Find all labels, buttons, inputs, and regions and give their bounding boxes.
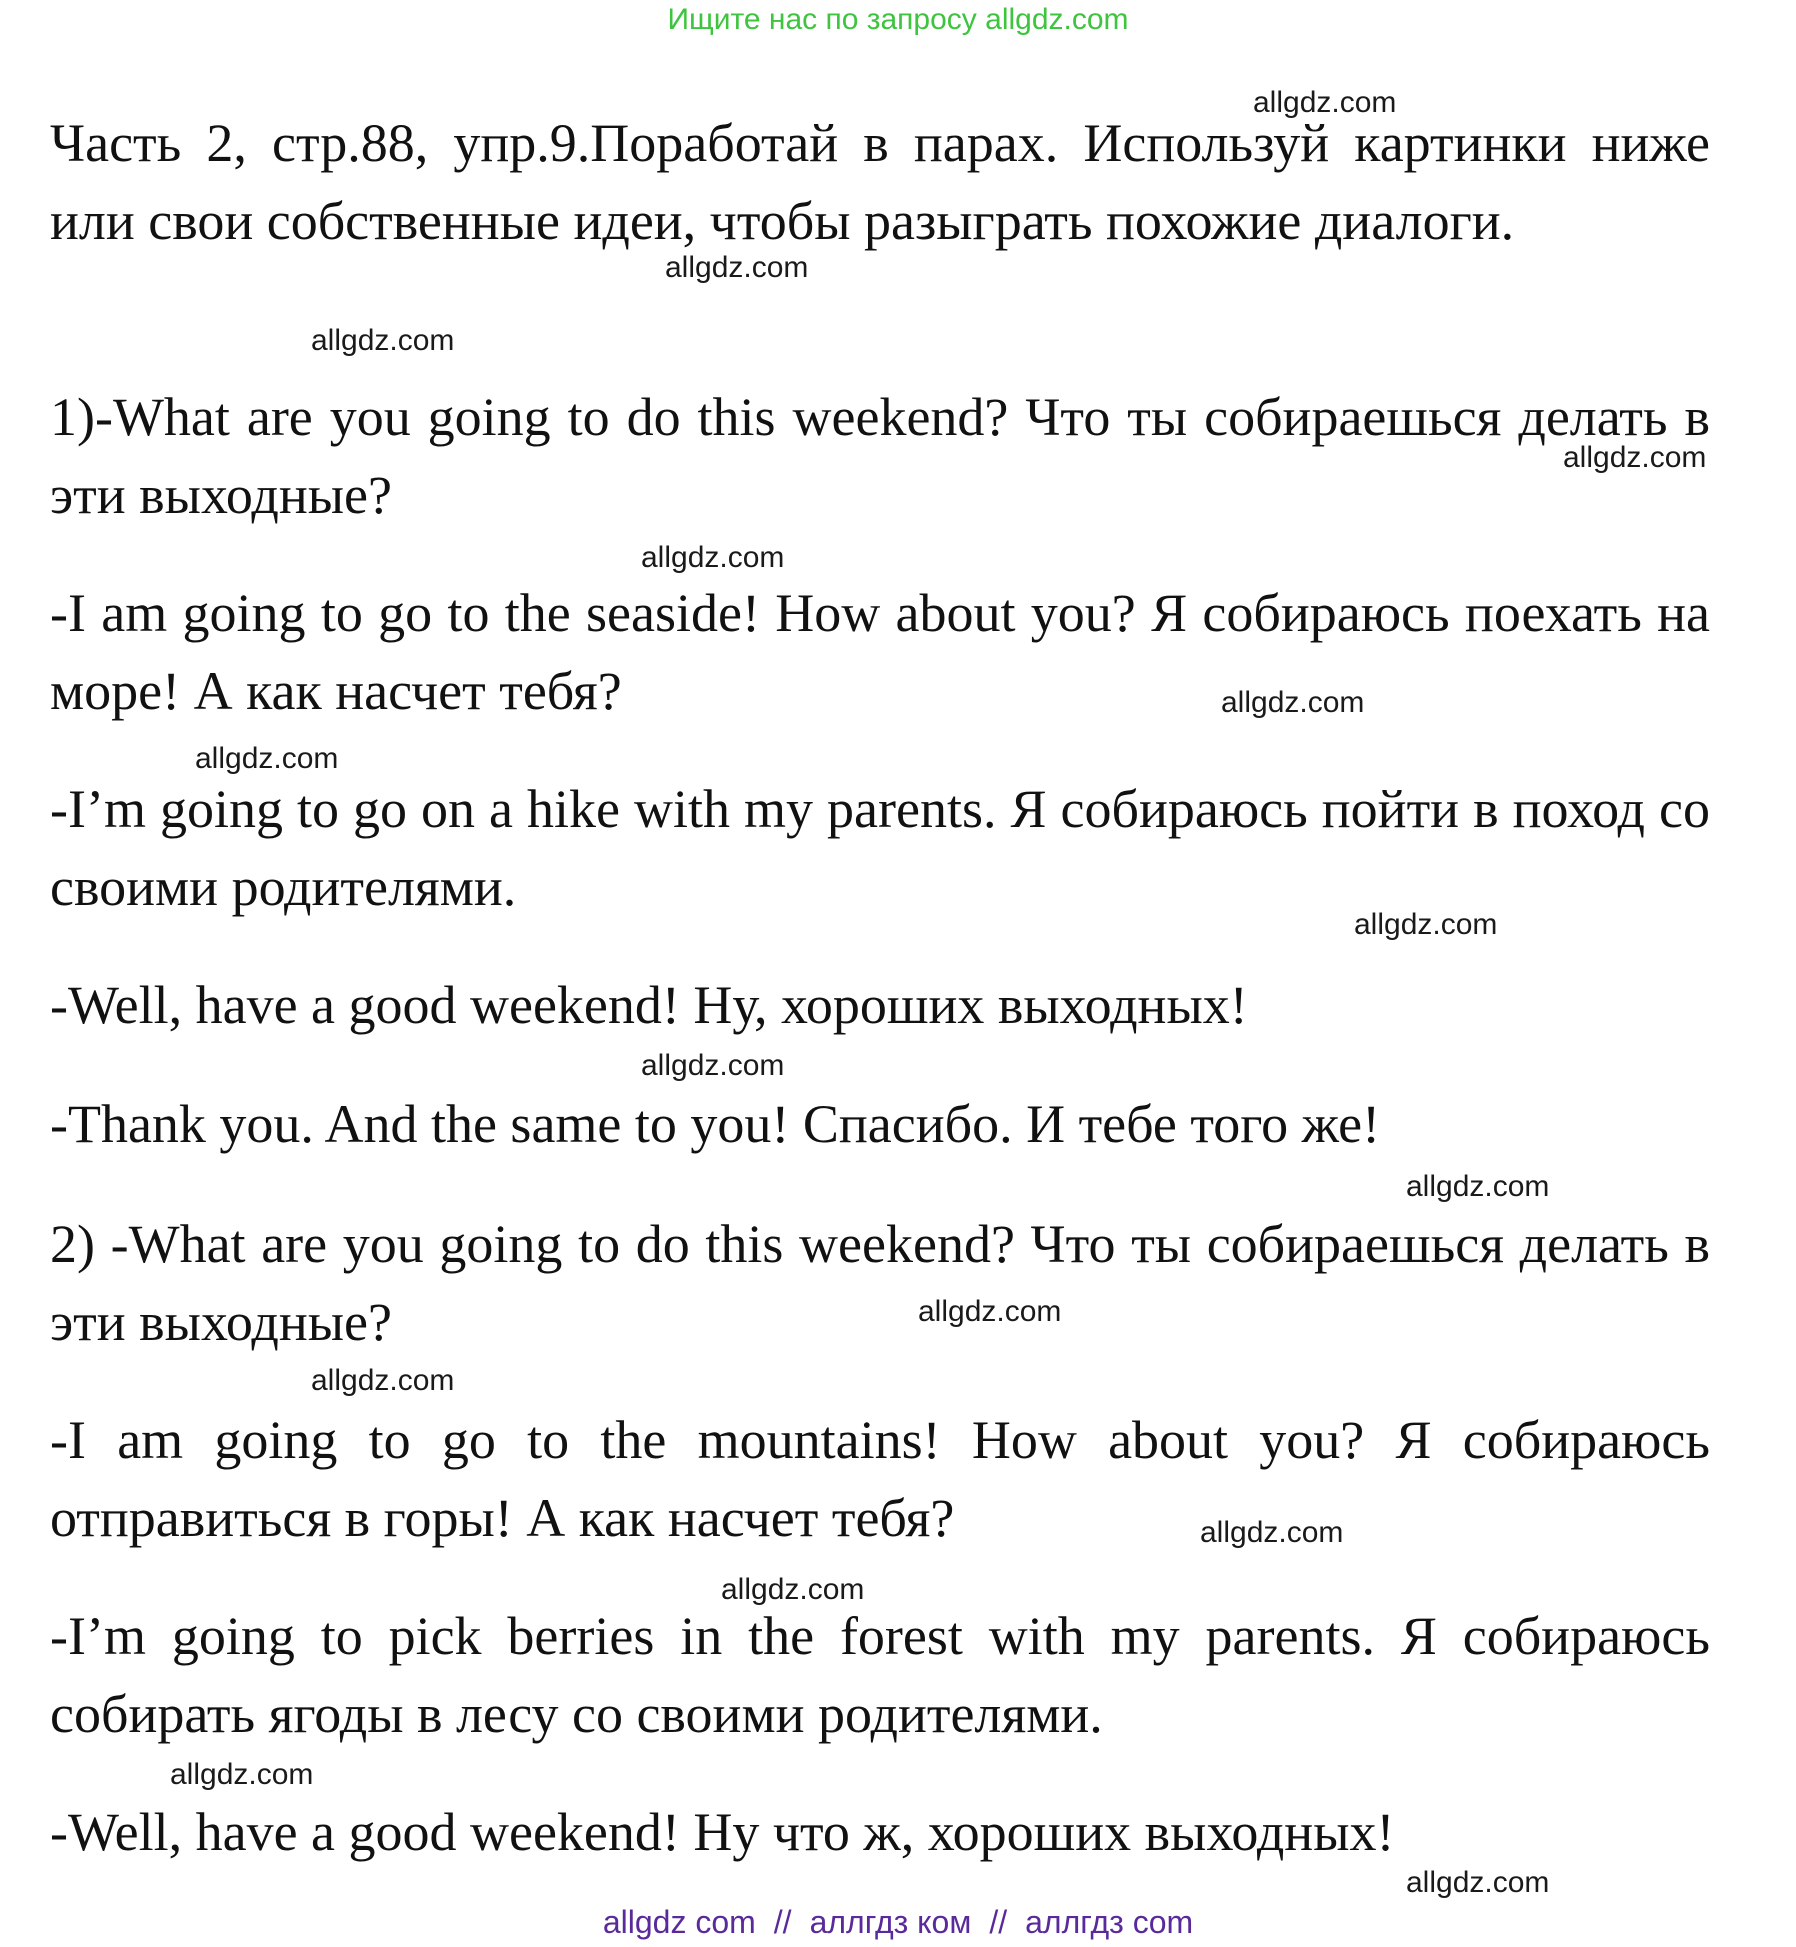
watermark: allgdz.com [1200, 1516, 1344, 1549]
footer-link-mixed: аллгдз com [1025, 1904, 1194, 1940]
watermark: allgdz.com [311, 1364, 455, 1397]
dialogue1-line3: -I’m going to go on a hike with my parents. Я собираюсь пойти в поход со своими родителями. [50, 779, 1710, 917]
watermark: allgdz.com [311, 324, 455, 357]
exercise-heading: Часть 2, стр.88, упр.9.Поработай в парах. Используй картинки ниже или свои собственные идеи, чтобы разыграть похожие диалоги. [50, 113, 1710, 251]
watermark: allgdz.com [721, 1573, 865, 1606]
watermark: allgdz.com [1253, 86, 1397, 119]
footer-banner [0, 1902, 1796, 1942]
watermark: allgdz.com [641, 1049, 785, 1082]
watermark: allgdz.com [195, 742, 339, 775]
header-banner: Ищите нас по запросу allgdz.com [667, 3, 1129, 36]
dialogue2-line2: -I am going to go to the mountains! How about you? Я собираюсь отправиться в горы! А как насчет тебя? [50, 1410, 1710, 1548]
footer-separator: // [989, 1904, 1008, 1940]
watermark: allgdz.com [1406, 1170, 1550, 1203]
footer-separator: // [773, 1904, 792, 1940]
watermark: allgdz.com [665, 251, 809, 284]
dialogue1-line1: 1)-What are you going to do this weekend? Что ты собираешься делать в эти выходные? [50, 387, 1710, 525]
dialogue1-line4: -Well, have a good weekend! Ну, хороших выходных! [50, 975, 1248, 1035]
watermark: allgdz.com [918, 1295, 1062, 1328]
dialogue2-line3: -I’m going to pick berries in the forest with my parents. Я собираюсь собирать ягоды в лесу со своими родителями. [50, 1606, 1710, 1744]
watermark: allgdz.com [1221, 686, 1365, 719]
footer-link-latin: allgdz com [602, 1904, 756, 1940]
watermark: allgdz.com [1406, 1866, 1550, 1899]
watermark: allgdz.com [1354, 908, 1498, 941]
dialogue1-line2: -I am going to go to the seaside! How about you? Я собираюсь поехать на море! А как насчет тебя? [50, 583, 1710, 721]
dialogue2-line4: -Well, have a good weekend! Ну что ж, хороших выходных! [50, 1802, 1395, 1862]
footer-link-cyrillic: аллгдз ком [809, 1904, 972, 1940]
dialogue2-line1: 2) -What are you going to do this weekend? Что ты собираешься делать в эти выходные? [50, 1214, 1710, 1352]
watermark: allgdz.com [1563, 441, 1707, 474]
watermark: allgdz.com [641, 541, 785, 574]
dialogue1-line5: -Thank you. And the same to you! Спасибо. И тебе того же! [50, 1094, 1381, 1154]
watermark: allgdz.com [170, 1758, 314, 1791]
